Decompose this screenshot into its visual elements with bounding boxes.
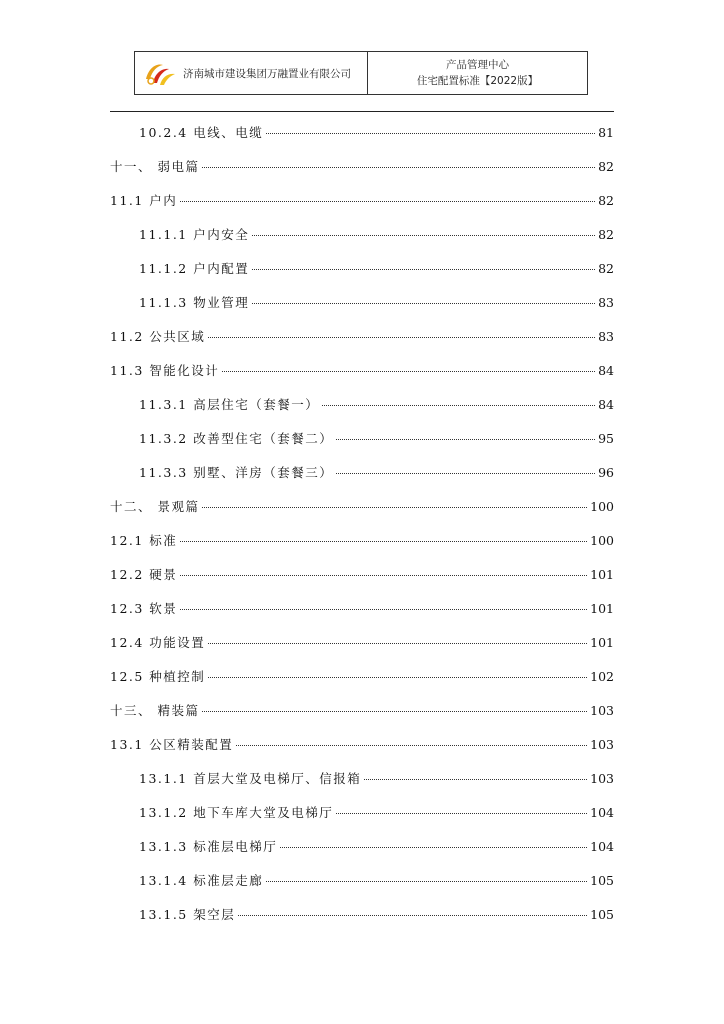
toc-dot-leader: [208, 643, 587, 644]
toc-entry-page: 82: [598, 227, 614, 242]
toc-entry[interactable]: [110, 531, 614, 553]
toc-entry-label: 11.3.3 别墅、洋房（套餐三）: [139, 465, 334, 480]
toc-entry-label: 13.1.1 首层大堂及电梯厅、信报箱: [139, 771, 362, 786]
toc-entry-label: 11.1 户内: [110, 193, 178, 208]
toc-dot-leader: [180, 201, 595, 202]
toc-dot-leader: [202, 711, 587, 712]
toc-entry[interactable]: [110, 157, 614, 179]
toc-dot-leader: [208, 677, 587, 678]
toc-dot-leader: [252, 235, 595, 236]
company-name: 济南城市建设集团万融置业有限公司: [183, 67, 351, 80]
toc-entry-page: 84: [598, 363, 614, 378]
toc-entry-label: 12.5 种植控制: [110, 669, 206, 684]
toc-entry-page: 100: [590, 499, 614, 514]
toc-entry[interactable]: [110, 667, 614, 689]
toc-entry[interactable]: [139, 123, 614, 145]
toc-dot-leader: [208, 337, 595, 338]
toc-dot-leader: [322, 405, 595, 406]
toc-dot-leader: [252, 303, 595, 304]
toc-entry[interactable]: [110, 327, 614, 349]
toc-dot-leader: [336, 813, 587, 814]
toc-entry[interactable]: [139, 259, 614, 281]
toc-entry-label: 11.1.2 户内配置: [139, 261, 250, 276]
toc-entry-label: 11.3.1 高层住宅（套餐一）: [139, 397, 320, 412]
toc-entry-page: 103: [590, 703, 614, 718]
toc-entry-label: 11.1.1 户内安全: [139, 227, 250, 242]
toc-entry-label: 11.1.3 物业管理: [139, 295, 250, 310]
company-logo-icon: [143, 59, 177, 87]
toc-entry-page: 105: [590, 907, 614, 922]
toc-entry-label: 13.1 公区精装配置: [110, 737, 234, 752]
toc-entry-label: 13.1.5 架空层: [139, 907, 236, 922]
toc-dot-leader: [202, 507, 587, 508]
page-header: [134, 51, 588, 95]
toc-entry-label: 12.3 软景: [110, 601, 178, 616]
toc-dot-leader: [280, 847, 587, 848]
toc-dot-leader: [236, 745, 587, 746]
toc-dot-leader: [266, 133, 595, 134]
toc-entry-page: 105: [590, 873, 614, 888]
toc-entry-label: 十二、 景观篇: [110, 499, 200, 514]
toc-entry[interactable]: [110, 701, 614, 723]
toc-entry-label: 11.2 公共区域: [110, 329, 206, 344]
toc-dot-leader: [336, 473, 595, 474]
toc-entry-page: 103: [590, 771, 614, 786]
toc-entry-label: 10.2.4 电线、电缆: [139, 125, 264, 140]
toc-entry-page: 103: [590, 737, 614, 752]
toc-dot-leader: [180, 541, 587, 542]
toc-dot-leader: [238, 915, 587, 916]
toc-entry[interactable]: [110, 191, 614, 213]
toc-entry-page: 83: [598, 295, 614, 310]
toc-entry-label: 12.4 功能设置: [110, 635, 206, 650]
toc-entry[interactable]: [110, 565, 614, 587]
header-company-cell: [135, 52, 368, 94]
toc-dot-leader: [222, 371, 595, 372]
toc-entry-page: 81: [598, 125, 614, 140]
toc-entry-page: 96: [598, 465, 614, 480]
toc-entry-page: 82: [598, 261, 614, 276]
toc-dot-leader: [180, 575, 587, 576]
toc-entry-page: 102: [590, 669, 614, 684]
toc-entry[interactable]: [110, 497, 614, 519]
toc-entry-label: 12.2 硬景: [110, 567, 178, 582]
toc-entry[interactable]: [110, 361, 614, 383]
header-title-cell: [368, 52, 587, 94]
toc-entry[interactable]: [139, 429, 614, 451]
toc-entry-label: 12.1 标准: [110, 533, 178, 548]
toc-dot-leader: [266, 881, 587, 882]
header-divider: [110, 111, 614, 112]
toc-entry[interactable]: [110, 735, 614, 757]
department-name: 产品管理中心: [446, 59, 509, 71]
toc-entry-page: 83: [598, 329, 614, 344]
toc-entry-label: 十一、 弱电篇: [110, 159, 200, 174]
toc-entry-page: 101: [590, 567, 614, 582]
toc-entry-page: 101: [590, 601, 614, 616]
toc-entry[interactable]: [139, 463, 614, 485]
toc-dot-leader: [364, 779, 587, 780]
toc-entry-page: 100: [590, 533, 614, 548]
toc-dot-leader: [180, 609, 587, 610]
toc-dot-leader: [252, 269, 595, 270]
toc-entry[interactable]: [139, 395, 614, 417]
toc-entry-page: 104: [590, 839, 614, 854]
toc-entry-page: 104: [590, 805, 614, 820]
toc-entry[interactable]: [110, 599, 614, 621]
document-title: 住宅配置标准【2022版】: [416, 75, 539, 87]
toc-entry-label: 13.1.2 地下车库大堂及电梯厅: [139, 805, 334, 820]
toc-dot-leader: [336, 439, 595, 440]
toc-entry-page: 84: [598, 397, 614, 412]
toc-entry-label: 11.3 智能化设计: [110, 363, 220, 378]
toc-entry-page: 95: [598, 431, 614, 446]
toc-entry[interactable]: [139, 293, 614, 315]
toc-entry[interactable]: [139, 837, 614, 859]
toc-entry-page: 82: [598, 159, 614, 174]
toc-entry-label: 11.3.2 改善型住宅（套餐二）: [139, 431, 334, 446]
toc-dot-leader: [202, 167, 595, 168]
toc-entry[interactable]: [110, 633, 614, 655]
toc-entry[interactable]: [139, 803, 614, 825]
toc-entry[interactable]: [139, 905, 614, 927]
toc-entry-label: 13.1.4 标准层走廊: [139, 873, 264, 888]
toc-entry-label: 13.1.3 标准层电梯厅: [139, 839, 278, 854]
toc-entry-label: 十三、 精装篇: [110, 703, 200, 718]
toc-entry[interactable]: [139, 871, 614, 893]
toc-entry-page: 101: [590, 635, 614, 650]
toc-entry-page: 82: [598, 193, 614, 208]
toc-entry[interactable]: [139, 769, 614, 791]
toc-entry[interactable]: [139, 225, 614, 247]
